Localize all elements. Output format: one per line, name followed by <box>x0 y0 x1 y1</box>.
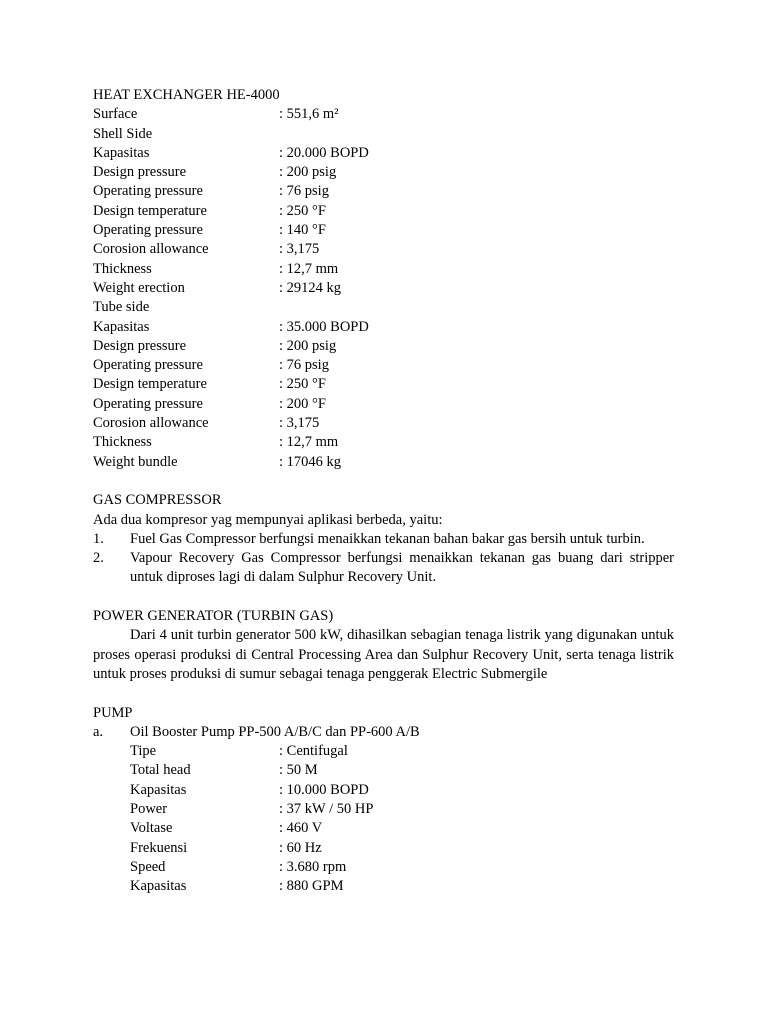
spec-label: Operating pressure <box>93 395 203 412</box>
spec-row <box>93 163 674 182</box>
spec-value: : 29124 kg <box>279 279 342 296</box>
spec-row <box>130 761 674 780</box>
spec-row <box>93 395 674 414</box>
spec-label: Design temperature <box>93 376 207 393</box>
spec-value: : 12,7 mm <box>279 260 339 277</box>
spec-row <box>130 839 674 858</box>
spec-row <box>93 221 674 240</box>
spec-value: : 3,175 <box>279 415 320 432</box>
spec-label: Kapasitas <box>93 318 150 335</box>
gas-compressor-intro: Ada dua kompresor yag mempunyai aplikasi berbeda, yaitu: <box>93 511 443 528</box>
spec-value: : Centifugal <box>279 743 348 760</box>
spec-row <box>130 877 674 896</box>
shell-side-specs <box>93 144 674 298</box>
spec-label: Surface <box>93 106 138 123</box>
spec-value: : 50 M <box>279 762 318 779</box>
spec-value: : 140 °F <box>279 222 326 239</box>
spec-label: Weight erection <box>93 279 185 296</box>
spec-value: : 17046 kg <box>279 453 342 470</box>
spec-label: Corosion allowance <box>93 241 209 258</box>
spec-row <box>130 858 674 877</box>
spec-value: : 200 °F <box>279 395 326 412</box>
spec-label: Speed <box>130 858 166 875</box>
spec-row <box>93 202 674 221</box>
tube-side-title: Tube side <box>93 299 150 316</box>
spec-row <box>93 453 674 472</box>
spec-value: : 200 psig <box>279 164 337 181</box>
spec-label: Operating pressure <box>93 183 203 200</box>
spec-label: Tipe <box>130 743 157 760</box>
spec-value: : 250 °F <box>279 202 326 219</box>
spec-value: : 200 psig <box>279 337 337 354</box>
spec-value: : 12,7 mm <box>279 434 339 451</box>
spec-label: Design temperature <box>93 202 207 219</box>
pump-item <box>93 723 674 742</box>
spec-row <box>93 337 674 356</box>
spec-row <box>93 260 674 279</box>
spec-row <box>93 279 674 298</box>
spec-row <box>93 356 674 375</box>
spec-value: : 10.000 BOPD <box>279 781 369 798</box>
spec-row <box>93 240 674 259</box>
spec-label: Operating pressure <box>93 222 203 239</box>
pump-item-title: Oil Booster Pump PP-500 A/B/C dan PP-600 A/B <box>130 723 420 740</box>
spec-label: Design pressure <box>93 337 187 354</box>
spec-row <box>93 105 674 124</box>
list-item-text: Vapour Recovery Gas Compressor berfungsi menaikkan tekanan gas buang dari stripper untuk diproses lagi di dalam Sulphur Recovery Unit. <box>130 550 674 586</box>
gas-compressor-list <box>93 530 674 588</box>
spec-label: Voltase <box>130 820 173 837</box>
spec-row <box>93 433 674 452</box>
spec-value: : 20.000 BOPD <box>279 144 369 161</box>
shell-side-title: Shell Side <box>93 125 153 142</box>
spec-label: Frekuensi <box>130 839 188 856</box>
spec-value: : 37 kW / 50 HP <box>279 800 374 817</box>
spec-label: Total head <box>130 762 191 779</box>
heat-exchanger-title: HEAT EXCHANGER HE-4000 <box>93 87 280 103</box>
spec-label: Power <box>130 800 168 817</box>
spec-label: Thickness <box>93 434 152 451</box>
spec-label: Kapasitas <box>93 144 150 161</box>
spec-value: : 551,6 m² <box>279 106 339 123</box>
spec-value: : 3,175 <box>279 241 320 258</box>
spec-row <box>93 414 674 433</box>
spec-row <box>130 781 674 800</box>
gas-compressor-title: GAS COMPRESSOR <box>93 492 222 509</box>
spec-label: Operating pressure <box>93 357 203 374</box>
spec-row <box>93 318 674 337</box>
spec-row <box>93 375 674 394</box>
spec-label: Design pressure <box>93 164 187 181</box>
list-item-number: 1. <box>93 530 104 547</box>
spec-label: Kapasitas <box>130 878 187 895</box>
list-item <box>93 530 674 549</box>
spec-value: : 35.000 BOPD <box>279 318 369 335</box>
spec-label: Corosion allowance <box>93 415 209 432</box>
document-page <box>93 86 674 896</box>
power-generator-paragraph: Dari 4 unit turbin generator 500 kW, dihasilkan sebagian tenaga listrik yang digunakan untuk proses operasi produksi di Central Processing Area dan Sulphur Recovery Unit, serta tenaga listrik untuk proses produksi di sumur sebagai tenaga penggerak Electric Submergile <box>93 627 674 682</box>
spec-value: : 250 °F <box>279 376 326 393</box>
power-generator-title: POWER GENERATOR (TURBIN GAS) <box>93 608 334 625</box>
list-item-number: 2. <box>93 550 104 567</box>
spec-row <box>130 819 674 838</box>
spec-row <box>130 800 674 819</box>
spec-row <box>93 182 674 201</box>
list-item-text: Fuel Gas Compressor berfungsi menaikkan tekanan bahan bakar gas bersih untuk turbin. <box>130 530 645 547</box>
spec-value: : 60 Hz <box>279 839 322 856</box>
spec-value: : 460 V <box>279 820 323 837</box>
spec-label: Thickness <box>93 260 152 277</box>
pump-item-marker: a. <box>93 723 104 740</box>
tube-side-specs <box>93 318 674 472</box>
spec-value: : 3.680 rpm <box>279 858 347 875</box>
spec-label: Weight bundle <box>93 453 178 470</box>
spec-value: : 76 psig <box>279 357 329 374</box>
spec-row <box>93 144 674 163</box>
pump-specs <box>93 742 674 896</box>
pump-title: PUMP <box>93 704 133 721</box>
spec-value: : 880 GPM <box>279 878 344 895</box>
list-item <box>93 549 674 588</box>
spec-value: : 76 psig <box>279 183 329 200</box>
spec-label: Kapasitas <box>130 781 187 798</box>
spec-row <box>130 742 674 761</box>
